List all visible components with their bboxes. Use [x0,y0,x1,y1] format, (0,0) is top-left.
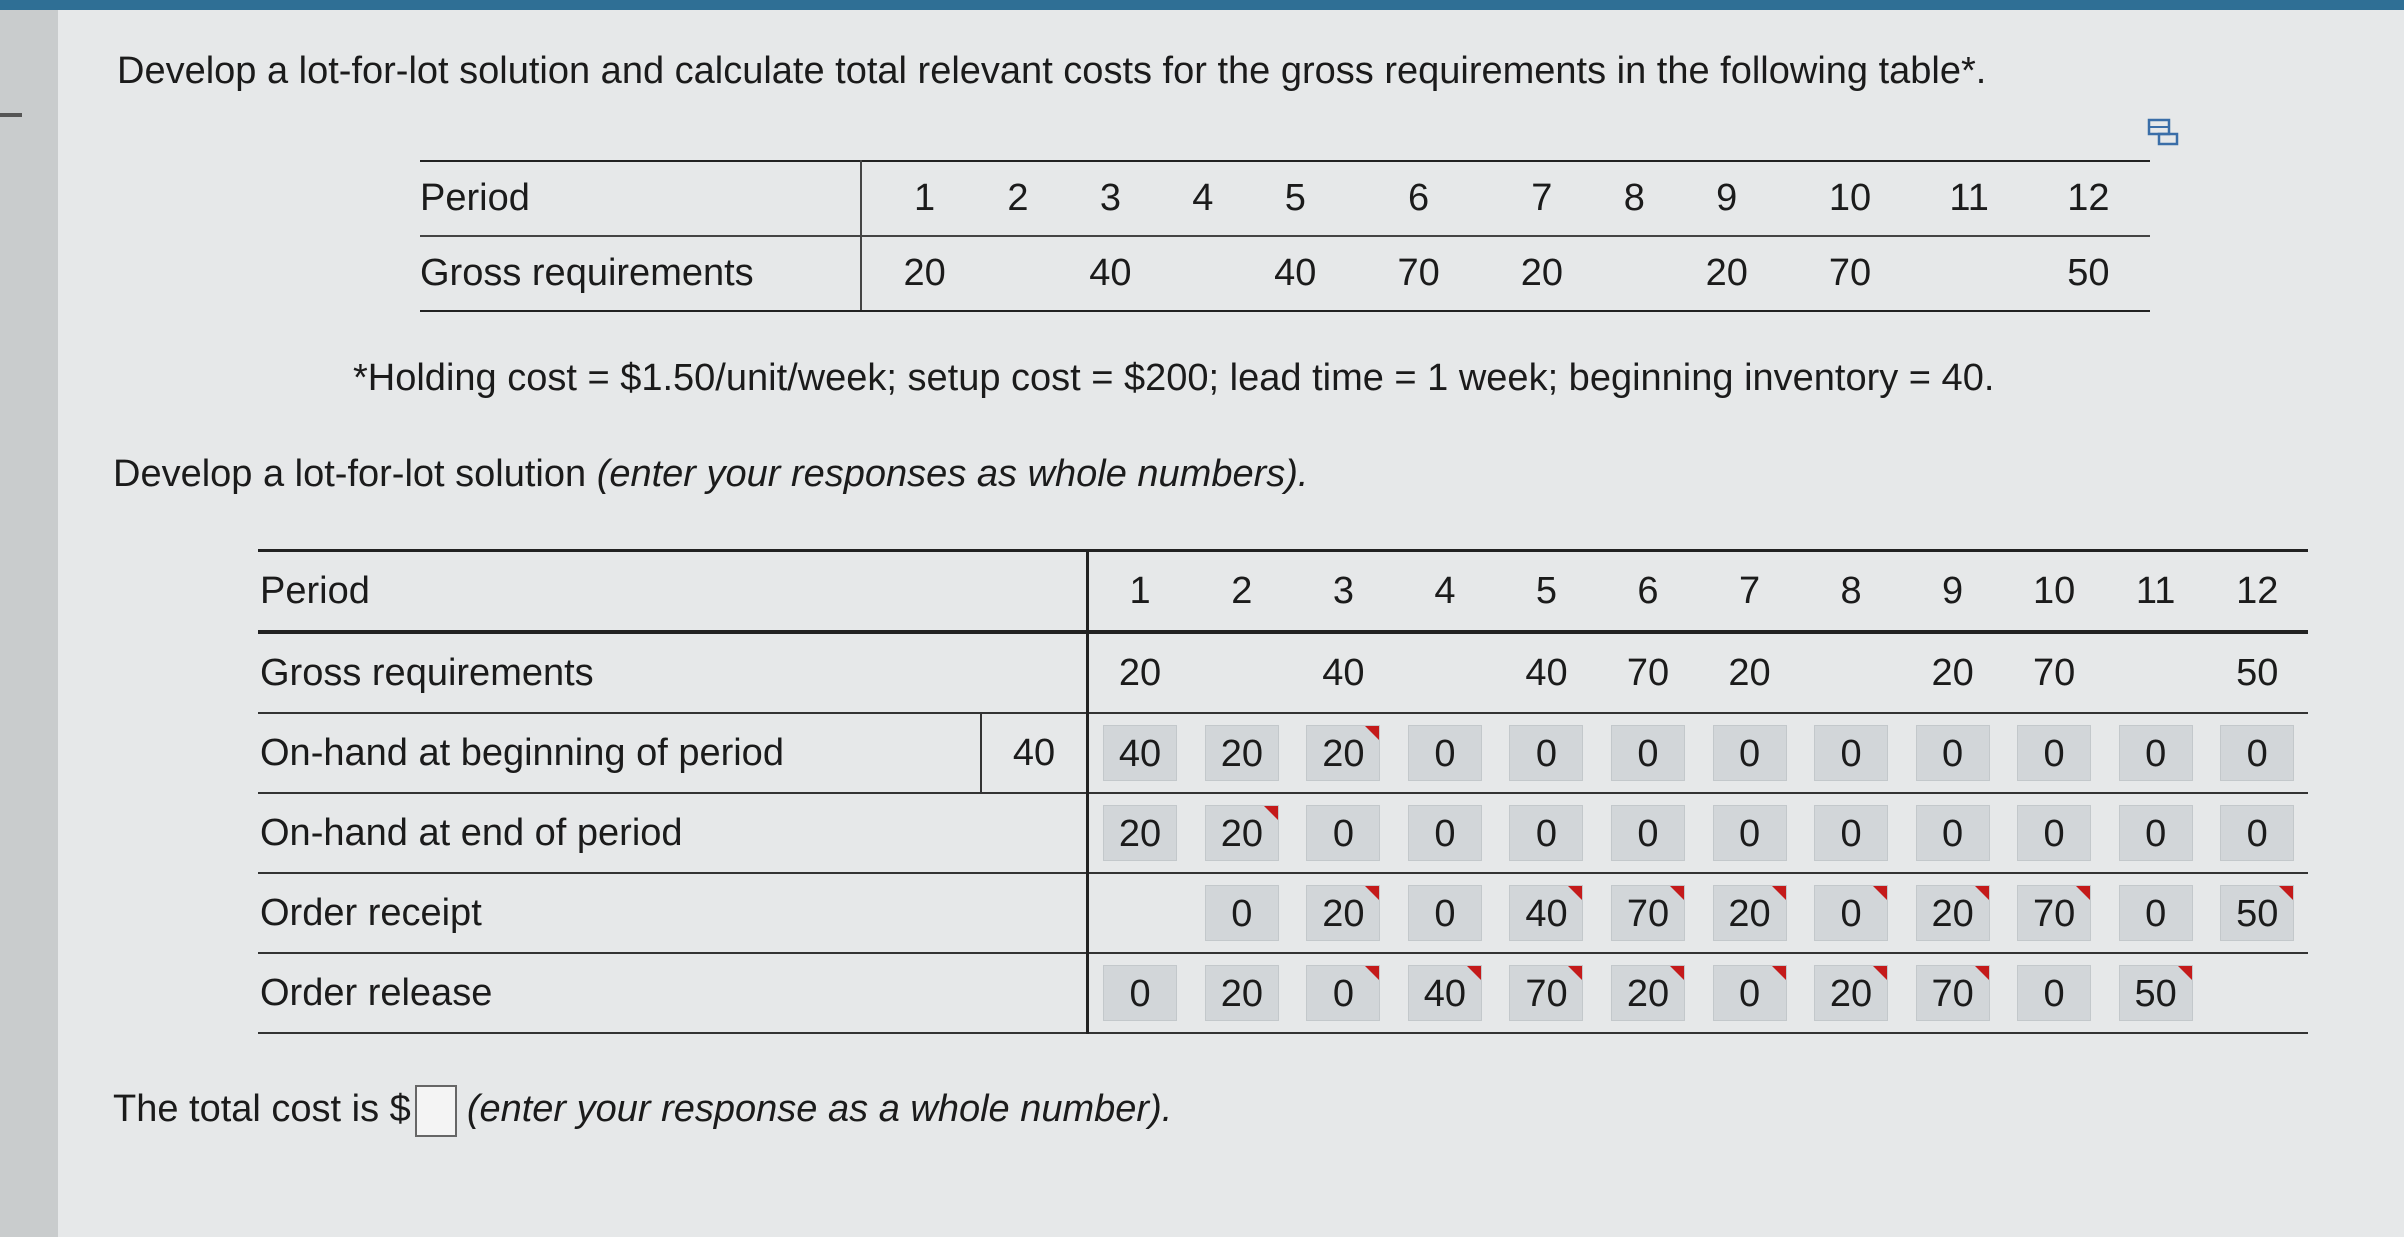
answer-field[interactable] [1611,965,1685,1021]
gross-requirements-label: Gross requirements [420,236,861,311]
answer-value: 0 [1434,733,1456,775]
answer-field[interactable] [2220,725,2294,781]
mrp-cell: 6 [1597,551,1699,633]
mrp-cell: 40 [1496,632,1598,713]
mrp-cell [1800,713,1902,793]
mrp-cell: 8 [1800,551,1902,633]
answer-field[interactable] [1509,965,1583,1021]
mrp-cell [2206,793,2308,873]
mrp-cell [1088,713,1192,793]
mrp-cell [1191,873,1293,953]
gross-value: 70 [1788,236,1911,311]
mrp-cell: 4 [1394,551,1496,633]
incorrect-flag-icon [1873,966,1887,980]
table-row [258,551,2308,633]
mrp-cell [2105,793,2207,873]
mrp-cell [1496,953,1598,1033]
answer-value: 20 [1626,973,1670,1015]
mrp-cell: 70 [2003,632,2105,713]
incorrect-flag-icon [2279,886,2293,900]
total-cost-line [113,1085,1172,1137]
answer-value: 20 [1220,733,1263,775]
mrp-cell: 20 [1088,632,1192,713]
answer-value: 50 [2236,893,2279,935]
answer-field[interactable] [1205,885,1279,941]
instructions-hint: (enter your responses as whole numbers). [596,453,1309,495]
gross-value: 50 [2027,236,2150,311]
mrp-cell [1293,873,1395,953]
answer-value: 0 [1942,813,1964,855]
mrp-cell [2105,713,2207,793]
answer-field[interactable] [1205,805,1279,861]
gross-value [1603,236,1665,311]
answer-field[interactable] [1306,805,1380,861]
order-release-label: Order release [258,953,1088,1033]
answer-value: 20 [1118,813,1162,855]
period-header: 8 [1603,161,1665,236]
mrp-cell [2105,632,2207,713]
answer-field[interactable] [1611,805,1685,861]
incorrect-flag-icon [1975,886,1989,900]
table-row [258,873,2308,953]
answer-field[interactable] [1306,725,1380,781]
mrp-cell [1191,953,1293,1033]
window-top-bar [0,0,2404,10]
answer-field[interactable] [1306,885,1380,941]
mrp-cell: 11 [2105,551,2207,633]
answer-field[interactable] [1408,965,1482,1021]
total-cost-label: The total cost is $ [113,1088,411,1131]
answer-value: 20 [1322,893,1365,935]
answer-field[interactable] [1916,965,1990,1021]
answer-value: 20 [1220,813,1263,855]
mrp-cell [2003,713,2105,793]
mrp-cell: 20 [1699,632,1801,713]
answer-value: 0 [1129,973,1151,1015]
period-header: 12 [2027,161,2150,236]
mrp-cell [1597,793,1699,873]
incorrect-flag-icon [1365,966,1379,980]
answer-field[interactable] [1713,805,1787,861]
gross-value: 70 [1357,236,1480,311]
mrp-cell [1088,873,1192,953]
period-header: 1 [861,161,987,236]
answer-field[interactable] [1713,885,1787,941]
answer-field[interactable] [1509,805,1583,861]
answer-field[interactable] [1408,725,1482,781]
lot-for-lot-table [258,549,2308,1034]
mrp-cell [1088,953,1192,1033]
incorrect-flag-icon [1873,886,1887,900]
question-text: Develop a lot-for-lot solution and calculate total relevant costs for the gross requirements in the following table*. [117,50,1987,92]
mrp-cell [1597,873,1699,953]
margin-tick [0,113,22,117]
mrp-cell [1293,713,1395,793]
incorrect-flag-icon [1670,966,1684,980]
mrp-cell [1394,873,1496,953]
answer-value: 0 [1840,813,1862,855]
mrp-cell [1597,713,1699,793]
answer-value: 0 [1738,973,1761,1015]
answer-field[interactable] [1814,885,1888,941]
answer-field[interactable] [1306,965,1380,1021]
answer-value: 0 [2145,893,2167,935]
mrp-cell [1699,953,1801,1033]
incorrect-flag-icon [1467,966,1481,980]
expand-table-icon[interactable] [2147,118,2179,146]
mrp-cell [2003,793,2105,873]
table-row [420,236,2150,311]
answer-field[interactable] [2017,885,2091,941]
answer-field[interactable] [2017,805,2091,861]
mrp-cell [1597,953,1699,1033]
incorrect-flag-icon [1365,726,1379,740]
beginning-inventory: 40 [981,713,1088,793]
incorrect-flag-icon [1264,806,1278,820]
period-header: 6 [1357,161,1480,236]
answer-field[interactable] [1103,965,1177,1021]
answer-field[interactable] [1408,885,1482,941]
gross-value [1912,236,2027,311]
mrp-cell [1699,873,1801,953]
answer-value: 0 [1332,973,1354,1015]
answer-value: 0 [1535,813,1558,855]
table-row [420,161,2150,236]
answer-field[interactable] [2017,725,2091,781]
answer-field[interactable] [1611,725,1685,781]
gross-value [987,236,1049,311]
answer-field[interactable] [1814,725,1888,781]
mrp-cell [2206,953,2308,1033]
period-header: 10 [1788,161,1911,236]
period-header: 9 [1665,161,1788,236]
incorrect-flag-icon [2178,966,2192,980]
mrp-cell: 70 [1597,632,1699,713]
gross-value: 20 [861,236,987,311]
period-header: 3 [1049,161,1172,236]
incorrect-flag-icon [1772,886,1786,900]
total-cost-input[interactable] [415,1085,457,1137]
answer-value: 40 [1118,733,1162,775]
mrp-cell [1800,873,1902,953]
answer-field[interactable] [1103,725,1177,781]
answer-field[interactable] [2119,725,2193,781]
mrp-cell [1088,793,1192,873]
answer-value: 40 [1423,973,1467,1015]
answer-value: 0 [1332,813,1354,855]
answer-value: 0 [2246,733,2268,775]
mrp-cell [1699,713,1801,793]
mrp-cell: 50 [2206,632,2308,713]
mrp-cell [1496,873,1598,953]
total-cost-hint: (enter your response as a whole number). [466,1088,1173,1131]
mrp-cell [2003,953,2105,1033]
incorrect-flag-icon [1568,886,1582,900]
answer-field[interactable] [1611,885,1685,941]
answer-value: 0 [2145,813,2167,855]
mrp-cell: 3 [1293,551,1395,633]
answer-field[interactable] [1103,805,1177,861]
mrp-cell [1902,873,2004,953]
answer-value: 0 [2246,813,2268,855]
mrp-cell [2206,713,2308,793]
answer-value: 70 [1626,893,1670,935]
answer-field[interactable] [1916,885,1990,941]
period-label: Period [258,551,1088,633]
answer-value: 40 [1525,893,1568,935]
gross-value: 20 [1480,236,1603,311]
mrp-cell: 5 [1496,551,1598,633]
mrp-cell: 1 [1088,551,1192,633]
mrp-cell: 7 [1699,551,1801,633]
answer-value: 0 [1840,893,1862,935]
table-row [258,953,2308,1033]
mrp-cell: 20 [1902,632,2004,713]
gross-requirements-label: Gross requirements [258,632,1088,713]
answer-value: 70 [1525,973,1568,1015]
answer-field[interactable] [1713,965,1787,1021]
mrp-cell [2105,953,2207,1033]
answer-value: 20 [1220,973,1263,1015]
period-header: 4 [1172,161,1234,236]
answer-field[interactable] [2220,885,2294,941]
cost-parameters-note: *Holding cost = $1.50/unit/week; setup cost = $200; lead time = 1 week; beginning inventory = 40. [353,357,1995,399]
incorrect-flag-icon [2076,886,2090,900]
mrp-cell: 40 [1293,632,1395,713]
answer-field[interactable] [2017,965,2091,1021]
gross-value: 40 [1234,236,1357,311]
table-row [258,793,2308,873]
answer-value: 0 [1942,733,1964,775]
mrp-cell [1394,953,1496,1033]
incorrect-flag-icon [1975,966,1989,980]
period-header: 7 [1480,161,1603,236]
answer-value: 20 [1322,733,1365,775]
gross-requirements-table [420,160,2150,312]
mrp-cell [2003,873,2105,953]
order-receipt-label: Order receipt [258,873,1088,953]
answer-field[interactable] [1408,805,1482,861]
answer-field[interactable] [1509,885,1583,941]
period-header: 11 [1912,161,2027,236]
onhand-end-label: On-hand at end of period [258,793,1088,873]
instructions [113,453,1308,496]
answer-field[interactable] [1814,805,1888,861]
answer-value: 0 [1738,813,1761,855]
mrp-cell [1800,793,1902,873]
answer-value: 0 [1637,813,1659,855]
answer-value: 0 [2043,813,2065,855]
left-margin [0,10,58,1237]
mrp-cell [1293,953,1395,1033]
mrp-cell [1496,713,1598,793]
answer-value: 20 [1829,973,1873,1015]
answer-value: 0 [1434,813,1456,855]
onhand-begin-label: On-hand at beginning of period [258,713,981,793]
incorrect-flag-icon [1568,966,1582,980]
mrp-cell: 9 [1902,551,2004,633]
period-label: Period [420,161,861,236]
mrp-cell [1394,632,1496,713]
answer-value: 0 [1231,893,1253,935]
gross-value: 40 [1049,236,1172,311]
mrp-cell [1902,953,2004,1033]
mrp-cell [2105,873,2207,953]
answer-value: 50 [2134,973,2177,1015]
table-row [258,713,2308,793]
answer-value: 70 [1931,973,1974,1015]
answer-field[interactable] [1509,725,1583,781]
mrp-cell: 10 [2003,551,2105,633]
gross-value [1172,236,1234,311]
mrp-cell [2206,873,2308,953]
mrp-cell [1191,793,1293,873]
incorrect-flag-icon [1772,966,1786,980]
mrp-cell: 12 [2206,551,2308,633]
answer-field[interactable] [2119,805,2193,861]
answer-field[interactable] [1916,725,1990,781]
answer-value: 0 [1434,893,1456,935]
mrp-cell [1902,713,2004,793]
answer-field[interactable] [1814,965,1888,1021]
mrp-cell [1800,953,1902,1033]
answer-field[interactable] [1916,805,1990,861]
answer-value: 0 [1840,733,1862,775]
answer-field[interactable] [1205,965,1279,1021]
mrp-cell: 2 [1191,551,1293,633]
period-header: 2 [987,161,1049,236]
period-header: 5 [1234,161,1357,236]
answer-value: 0 [2043,973,2065,1015]
answer-field[interactable] [2119,885,2193,941]
answer-field[interactable] [2119,965,2193,1021]
mrp-cell [1394,713,1496,793]
answer-value: 70 [2032,893,2076,935]
answer-value: 0 [2043,733,2065,775]
answer-value: 20 [1931,893,1974,935]
mrp-cell [1293,793,1395,873]
answer-value: 0 [1535,733,1558,775]
answer-field[interactable] [1205,725,1279,781]
answer-field[interactable] [1713,725,1787,781]
mrp-cell [1902,793,2004,873]
mrp-cell [1191,713,1293,793]
gross-value: 20 [1665,236,1788,311]
answer-value: 0 [2145,733,2167,775]
mrp-cell [1191,632,1293,713]
mrp-cell [1496,793,1598,873]
answer-value: 0 [1738,733,1761,775]
table-row [258,632,2308,713]
instructions-text: Develop a lot-for-lot solution [113,453,597,495]
mrp-cell [1800,632,1902,713]
answer-field[interactable] [2220,805,2294,861]
answer-value: 0 [1637,733,1659,775]
mrp-cell [1394,793,1496,873]
mrp-cell [1699,793,1801,873]
answer-value: 20 [1728,893,1771,935]
incorrect-flag-icon [1670,886,1684,900]
incorrect-flag-icon [1365,886,1379,900]
